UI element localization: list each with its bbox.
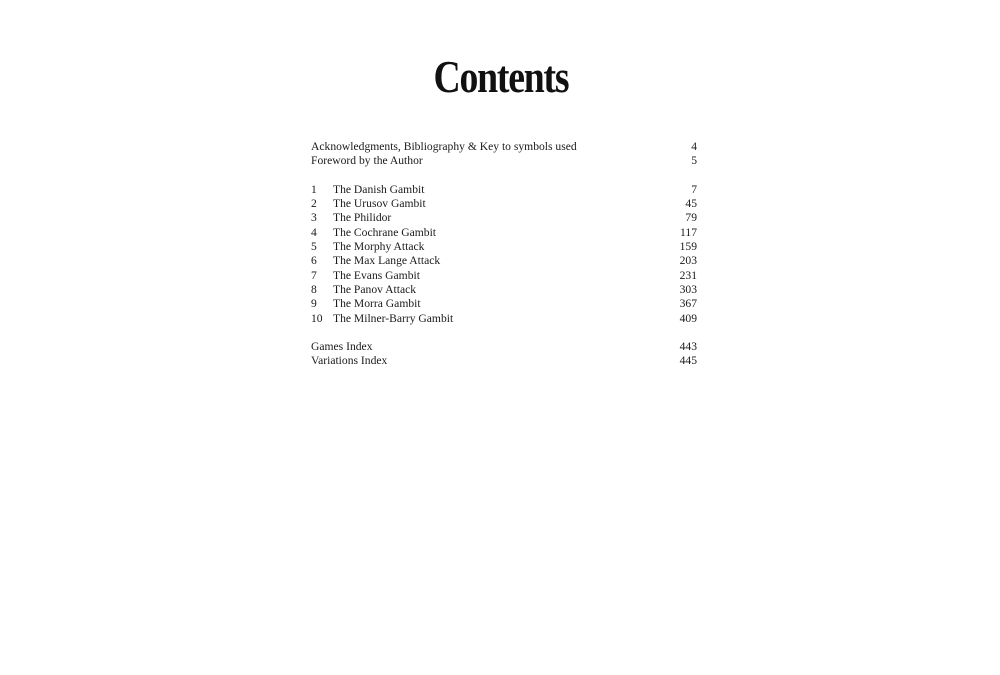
chapter-page: 409 <box>679 311 697 325</box>
chapter-number: 3 <box>311 211 317 225</box>
toc-entry-label: Acknowledgments, Bibliography & Key to symbols used <box>311 140 577 153</box>
chapter-page: 7 <box>691 182 697 196</box>
toc-entry-label: Foreword by the Author <box>311 154 423 168</box>
chapter-title: The Cochrane Gambit <box>333 225 437 239</box>
section-spacer <box>311 169 697 183</box>
chapter-number: 1 <box>311 182 317 196</box>
toc-entry-page: 445 <box>679 354 697 368</box>
toc-entry-foreword[interactable] <box>311 154 697 168</box>
toc-chapter-entry[interactable] <box>311 297 697 311</box>
chapter-title: The Philidor <box>333 211 392 225</box>
toc-chapter-entry[interactable] <box>311 312 697 326</box>
chapter-title: The Morra Gambit <box>333 297 421 311</box>
chapter-title: The Max Lange Attack <box>333 254 441 268</box>
toc-entry-page: 4 <box>691 140 697 153</box>
chapter-number: 4 <box>311 225 317 239</box>
chapter-number: 10 <box>311 311 323 325</box>
toc-entry-page: 443 <box>679 340 697 354</box>
toc-entry-label: Games Index <box>311 340 373 354</box>
chapter-page: 117 <box>680 225 697 239</box>
chapter-number: 8 <box>311 282 317 296</box>
toc-chapter-entry[interactable] <box>311 197 697 211</box>
chapter-number: 9 <box>311 297 317 311</box>
chapter-title: The Morphy Attack <box>333 240 425 254</box>
chapter-page: 231 <box>679 268 697 282</box>
page-title: Contents <box>433 51 569 102</box>
toc-entry-page: 5 <box>691 154 697 168</box>
chapter-page: 203 <box>679 254 697 268</box>
chapter-page: 159 <box>679 240 697 254</box>
chapter-number: 5 <box>311 240 317 254</box>
chapter-title: The Panov Attack <box>333 282 417 296</box>
chapter-number: 6 <box>311 254 317 268</box>
toc-chapter-entry[interactable] <box>311 283 697 297</box>
chapter-title: The Urusov Gambit <box>333 197 426 211</box>
chapter-title: The Evans Gambit <box>333 268 420 282</box>
toc-chapter-entry[interactable] <box>311 211 697 225</box>
toc-chapter-entry[interactable] <box>311 269 697 283</box>
toc-chapter-entry[interactable] <box>311 254 697 268</box>
toc-entry-label: Variations Index <box>311 354 388 368</box>
chapter-title: The Milner-Barry Gambit <box>333 311 454 325</box>
toc-entry-acknowledgments[interactable] <box>311 140 697 154</box>
chapter-title: The Danish Gambit <box>333 182 425 196</box>
toc-chapter-entry[interactable] <box>311 240 697 254</box>
section-spacer <box>311 326 697 340</box>
chapter-page: 45 <box>685 197 697 211</box>
toc-entry-games-index[interactable] <box>311 340 697 354</box>
chapter-number: 2 <box>311 197 317 211</box>
chapter-number: 7 <box>311 268 317 282</box>
chapter-page: 367 <box>679 297 697 311</box>
toc-chapter-entry[interactable] <box>311 226 697 240</box>
chapter-page: 79 <box>685 211 697 225</box>
table-of-contents <box>311 140 697 369</box>
toc-chapter-entry[interactable] <box>311 183 697 197</box>
toc-entry-variations-index[interactable] <box>311 354 697 368</box>
chapter-page: 303 <box>679 282 697 296</box>
